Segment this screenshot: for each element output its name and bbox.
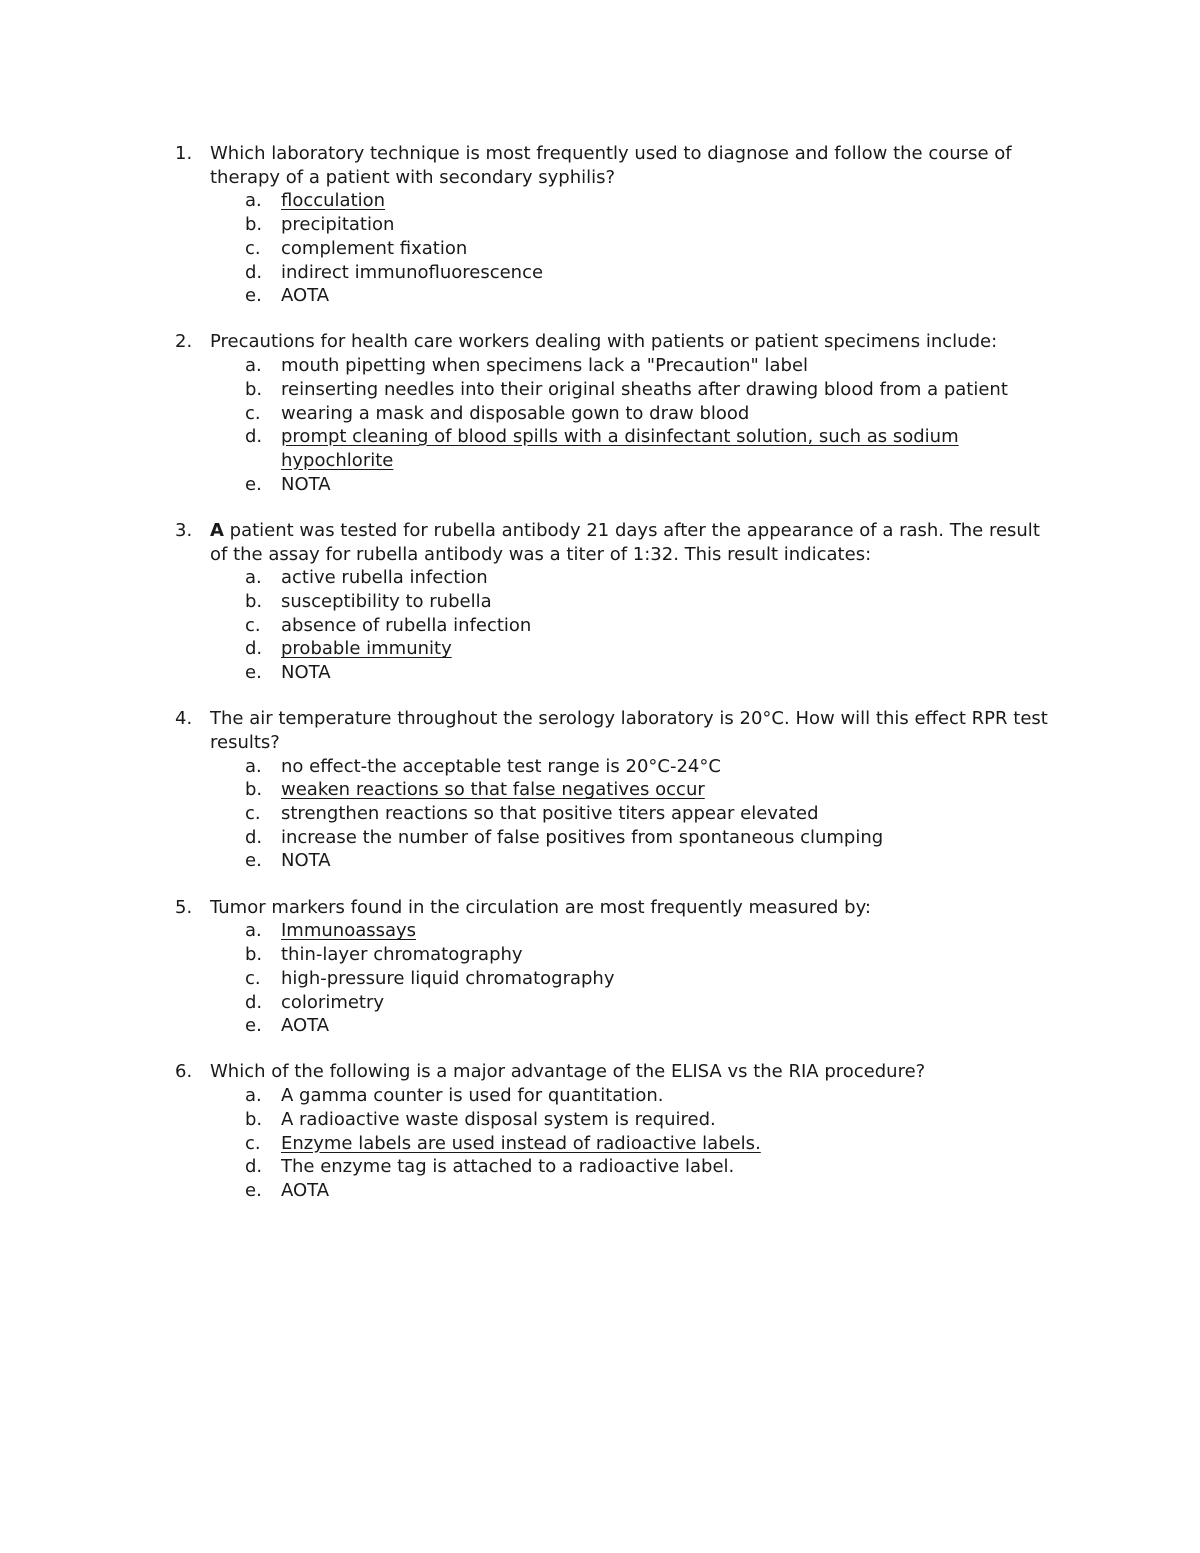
option-text-correct-answer: Enzyme labels are used instead of radioactive labels. bbox=[281, 1132, 761, 1154]
option-text: reinserting needles into their original sheaths after drawing blood from a patient bbox=[281, 378, 1008, 400]
option-text-correct-answer: weaken reactions so that false negatives occur bbox=[281, 779, 705, 801]
option-text: AOTA bbox=[281, 1015, 330, 1037]
option-letter: c. bbox=[245, 967, 261, 989]
option-text: active rubella infection bbox=[281, 567, 488, 589]
option-letter: b. bbox=[245, 590, 263, 612]
question-1-option-c bbox=[210, 237, 1060, 261]
option-list bbox=[210, 755, 1060, 874]
question-number: 4. bbox=[175, 708, 193, 730]
question-number: 6. bbox=[175, 1061, 193, 1083]
option-list bbox=[210, 354, 1060, 496]
question-body: patient was tested for rubella antibody 21 days after the appearance of a rash. The result of the assay for rubella antibody was a titer of 1:32. This result indicates: bbox=[210, 519, 1040, 565]
question-2-option-d bbox=[210, 425, 1060, 472]
option-text: wearing a mask and disposable gown to draw blood bbox=[281, 402, 750, 424]
option-text: complement fixation bbox=[281, 237, 468, 259]
question-2-option-a bbox=[210, 354, 1060, 378]
option-text-correct-answer: probable immunity bbox=[281, 638, 452, 660]
question-6-option-b bbox=[210, 1108, 1060, 1132]
option-letter: e. bbox=[245, 285, 262, 307]
question-2-option-b bbox=[210, 378, 1060, 402]
question-2-option-e bbox=[210, 473, 1060, 497]
option-text: The enzyme tag is attached to a radioactive label. bbox=[281, 1156, 735, 1178]
option-text: no effect-the acceptable test range is 20°C-24°C bbox=[281, 755, 721, 777]
option-text: absence of rubella infection bbox=[281, 614, 532, 636]
question-4-option-a bbox=[210, 755, 1060, 779]
question-5-option-b bbox=[210, 943, 1060, 967]
option-letter: c. bbox=[245, 402, 261, 424]
question-text bbox=[210, 1060, 1060, 1084]
option-letter: a. bbox=[245, 355, 262, 377]
option-letter: a. bbox=[245, 190, 262, 212]
question-5-option-d bbox=[210, 991, 1060, 1015]
option-letter: e. bbox=[245, 473, 262, 495]
question-2 bbox=[0, 330, 1200, 496]
option-text-correct-answer: flocculation bbox=[281, 190, 386, 212]
question-body: Tumor markers found in the circulation are most frequently measured by: bbox=[210, 896, 871, 918]
question-body: The air temperature throughout the serology laboratory is 20°C. How will this effect RPR test results? bbox=[210, 708, 1048, 753]
question-1-option-d bbox=[210, 261, 1060, 285]
question-1-option-e bbox=[210, 284, 1060, 308]
option-text: NOTA bbox=[281, 850, 331, 872]
question-5 bbox=[0, 896, 1200, 1038]
option-letter: b. bbox=[245, 1108, 263, 1130]
option-text: precipitation bbox=[281, 214, 395, 236]
option-letter: d. bbox=[245, 1156, 263, 1178]
question-5-option-a bbox=[210, 919, 1060, 943]
option-text: thin-layer chromatography bbox=[281, 944, 523, 966]
question-2-option-c bbox=[210, 402, 1060, 426]
question-number: 5. bbox=[175, 896, 193, 918]
question-4 bbox=[0, 707, 1200, 873]
option-letter: b. bbox=[245, 944, 263, 966]
question-list bbox=[0, 142, 1200, 1225]
question-3-option-a bbox=[210, 566, 1060, 590]
option-letter: e. bbox=[245, 662, 262, 684]
option-letter: d. bbox=[245, 426, 263, 448]
question-text bbox=[210, 142, 1060, 189]
question-3-option-c bbox=[210, 614, 1060, 638]
option-text: A radioactive waste disposal system is required. bbox=[281, 1108, 716, 1130]
question-4-option-e bbox=[210, 849, 1060, 873]
option-letter: a. bbox=[245, 920, 262, 942]
option-text-correct-answer: Immunoassays bbox=[281, 920, 417, 942]
option-text: NOTA bbox=[281, 662, 331, 684]
option-letter: e. bbox=[245, 850, 262, 872]
question-4-option-b bbox=[210, 778, 1060, 802]
option-text: strengthen reactions so that positive titers appear elevated bbox=[281, 803, 819, 825]
question-number: 2. bbox=[175, 331, 193, 353]
option-letter: d. bbox=[245, 261, 263, 283]
option-list bbox=[210, 1084, 1060, 1203]
question-text bbox=[210, 896, 1060, 920]
question-3-option-b bbox=[210, 590, 1060, 614]
option-text: AOTA bbox=[281, 285, 330, 307]
option-text: mouth pipetting when specimens lack a "Precaution" label bbox=[281, 355, 809, 377]
question-body: Precautions for health care workers dealing with patients or patient specimens include: bbox=[210, 331, 998, 353]
option-text: colorimetry bbox=[281, 991, 385, 1013]
question-1-option-b bbox=[210, 213, 1060, 237]
option-letter: c. bbox=[245, 803, 261, 825]
question-1-option-a bbox=[210, 189, 1060, 213]
question-lead: A bbox=[210, 519, 224, 541]
question-body: Which laboratory technique is most frequently used to diagnose and follow the course of therapy of a patient with secondary syphilis? bbox=[210, 143, 1012, 188]
option-letter: c. bbox=[245, 237, 261, 259]
question-6-option-e bbox=[210, 1179, 1060, 1203]
question-number: 3. bbox=[175, 519, 193, 541]
option-letter: d. bbox=[245, 638, 263, 660]
question-6-option-c bbox=[210, 1132, 1060, 1156]
question-3 bbox=[0, 519, 1200, 685]
question-6-option-d bbox=[210, 1155, 1060, 1179]
question-number: 1. bbox=[175, 143, 193, 164]
option-letter: a. bbox=[245, 1085, 262, 1107]
question-6-option-a bbox=[210, 1084, 1060, 1108]
option-text: increase the number of false positives from spontaneous clumping bbox=[281, 826, 884, 848]
option-letter: a. bbox=[245, 755, 262, 777]
question-6 bbox=[0, 1060, 1200, 1202]
option-letter: a. bbox=[245, 567, 262, 589]
option-text: indirect immunofluorescence bbox=[281, 261, 544, 283]
option-text: high-pressure liquid chromatography bbox=[281, 967, 615, 989]
option-text-correct-answer: prompt cleaning of blood spills with a disinfectant solution, such as sodium hypochlorite bbox=[281, 426, 959, 471]
question-body: Which of the following is a major advantage of the ELISA vs the RIA procedure? bbox=[210, 1061, 926, 1083]
option-letter: c. bbox=[245, 614, 261, 636]
option-list bbox=[210, 189, 1060, 308]
question-3-option-e bbox=[210, 661, 1060, 685]
question-text bbox=[210, 707, 1060, 754]
option-letter: b. bbox=[245, 214, 263, 236]
option-letter: d. bbox=[245, 991, 263, 1013]
option-text: A gamma counter is used for quantitation. bbox=[281, 1085, 664, 1107]
question-text bbox=[210, 519, 1060, 566]
question-1 bbox=[0, 142, 1200, 308]
question-4-option-d bbox=[210, 826, 1060, 850]
option-letter: e. bbox=[245, 1179, 262, 1201]
option-letter: d. bbox=[245, 826, 263, 848]
option-text: NOTA bbox=[281, 473, 331, 495]
question-5-option-e bbox=[210, 1014, 1060, 1038]
question-text bbox=[210, 330, 1060, 354]
option-text: susceptibility to rubella bbox=[281, 590, 492, 612]
question-3-option-d bbox=[210, 637, 1060, 661]
option-list bbox=[210, 566, 1060, 685]
question-5-option-c bbox=[210, 967, 1060, 991]
option-list bbox=[210, 919, 1060, 1038]
option-letter: b. bbox=[245, 378, 263, 400]
option-letter: b. bbox=[245, 779, 263, 801]
option-text: AOTA bbox=[281, 1179, 330, 1201]
option-letter: c. bbox=[245, 1132, 261, 1154]
question-4-option-c bbox=[210, 802, 1060, 826]
option-letter: e. bbox=[245, 1015, 262, 1037]
